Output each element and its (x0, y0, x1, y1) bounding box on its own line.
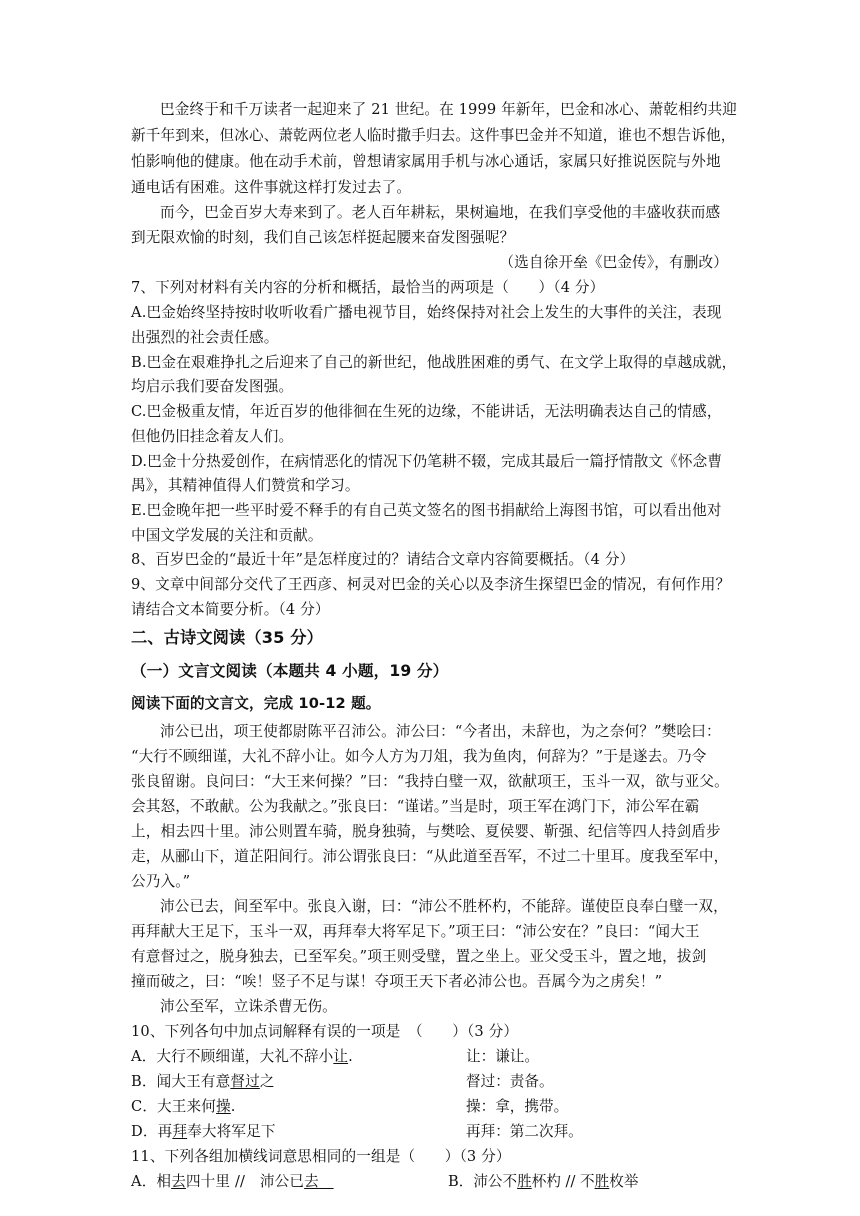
classical-text-line: 上，相去四十里。沛公则置车骑，脱身独骑，与樊哙、夏侯婴、靳强、纪信等四人持剑盾步 (131, 823, 721, 840)
question-7-option-b: B.巴金在艰难挣扎之后迎来了自己的新世纪，他战胜困难的勇气、在文学上取得的卓越成就， (131, 354, 737, 371)
underlined-word-text: 去 (304, 1173, 319, 1190)
option-text: 之 (259, 1073, 275, 1090)
question-10-gloss-a: 让：谦让。 (466, 1048, 539, 1065)
marked-word: 拜 (172, 1123, 188, 1140)
classical-text-line: 撞而破之，曰：“唉！竖子不足与谋！夺项王天下者必沛公也。吾属今为之虏矣！” (131, 973, 663, 990)
option-text: B．闻大王有意 (131, 1073, 231, 1090)
question-9: 9、文章中间部分交代了王西彦、柯灵对巴金的关心以及李济生探望巴金的情况，有何作用？ (131, 576, 731, 593)
underlined-word: 去 (171, 1173, 186, 1190)
option-text: 四十里 // 沛公已 (185, 1173, 305, 1190)
option-text: B．沛公不 (448, 1173, 518, 1190)
classical-text-line: 沛公已去，间至军中。张良入谢，曰：“沛公不胜杯杓，不能辞。谨使臣良奉白璧一双， (160, 898, 728, 915)
option-text: 奉大将军足下 (187, 1123, 276, 1140)
option-text: 枚举 (609, 1173, 639, 1190)
reading-instruction: 阅读下面的文言文，完成 10-12 题。 (131, 695, 381, 712)
question-7-option-c: C.巴金极重友情，年近百岁的他徘徊在生死的边缘，不能讲话，无法明确表达自己的情感， (131, 403, 722, 420)
question-8: 8、百岁巴金的“最近十年”是怎样度过的？请结合文章内容简要概括。（4 分） (131, 551, 635, 568)
classical-text-line: 沛公至军，立诛杀曹无伤。 (160, 998, 337, 1015)
section-heading: 二、古诗文阅读（35 分） (131, 628, 323, 647)
marked-word: 让 (333, 1048, 349, 1065)
classical-text-line: 会其怒，不敢献。公为我献之。”张良曰：“谨诺。”当是时，项王军在鸿门下，沛公军在霸 (131, 798, 700, 815)
question-10-gloss-d: 再拜：第二次拜。 (466, 1123, 583, 1140)
question-7-option-a-cont: 出强烈的社会责任感。 (131, 329, 279, 346)
option-text: . (230, 1098, 236, 1115)
question-11-stem: 11、下列各组加横线词意思相同的一组是（ ）（3 分） (131, 1148, 511, 1165)
question-7-option-e-cont: 中国文学发展的关注和贡献。 (131, 527, 323, 544)
option-text: C．大王来何 (131, 1098, 217, 1115)
question-10-option-a (131, 1047, 353, 1067)
question-9-cont: 请结合文本简要分析。（4 分） (131, 601, 330, 618)
question-7-option-c-cont: 但他仍旧挂念着友人们。 (131, 428, 294, 445)
classical-text-line: 再拜献大王足下，玉斗一双，再拜奉大将军足下。”项王曰：“沛公安在？”良曰：“闻大王 (131, 923, 700, 940)
passage-line: 新千年到来，但冰心、萧乾两位老人临时撒手归去。这件事巴金并不知道，谁也不想告诉他， (131, 127, 736, 144)
option-text: A．相 (131, 1173, 172, 1190)
question-7-option-b-cont: 均启示我们要奋发图强。 (131, 378, 294, 395)
question-7-stem: 7、下列对材料有关内容的分析和概括，最恰当的两项是（ ）（4 分） (131, 279, 605, 296)
classical-text-line: 沛公已出，项王使都尉陈平召沛公。沛公曰：“今者出，未辞也，为之奈何？”樊哙曰： (160, 723, 721, 740)
passage-line: 而今，巴金百岁大寿来到了。老人百年耕耘，果树遍地，在我们享受他的丰盛收获而感 (160, 204, 721, 221)
subsection-heading: （一）文言文阅读（本题共 4 小题，19 分） (131, 662, 449, 680)
option-text: D．再 (131, 1123, 173, 1140)
passage-source: （选自徐开垒《巴金传》，有删改） (499, 254, 728, 271)
question-10-option-d (131, 1122, 276, 1142)
option-text: . (348, 1048, 353, 1065)
question-11-option-a (131, 1172, 334, 1192)
question-7-option-a: A.巴金始终坚持按时收听收看广播电视节目，始终保持对社会上发生的大事件的关注，表现 (131, 304, 722, 321)
passage-line: 怕影响他的健康。他在动手术前，曾想请家属用手机与冰心通话，家属只好推说医院与外地 (131, 153, 721, 170)
passage-line: 通电话有困难。这件事就这样打发过去了。 (131, 179, 412, 196)
passage-line: 巴金终于和千万读者一起迎来了 21 世纪。在 1999 年新年，巴金和冰心、萧乾相约共迎 (160, 101, 738, 118)
passage-line: 到无限欢愉的时刻，我们自己该怎样挺起腰来奋发图强呢？ (131, 229, 515, 246)
classical-text-line: 公乃入。” (131, 873, 191, 890)
classical-text-line: 张良留谢。良问曰：“大王来何操？”曰：“我持白璧一双，欲献项王，玉斗一双，欲与亚父。 (131, 773, 729, 790)
question-7-option-e: E.巴金晚年把一些平时爱不释手的有自己英文签名的图书捐献给上海图书馆，可以看出他对 (131, 502, 722, 519)
option-text: A．大行不顾细谨，大礼不辞小 (131, 1048, 334, 1065)
marked-word: 督过 (230, 1073, 260, 1090)
underlined-word: 胜 (517, 1173, 532, 1190)
classical-text-line: 有意督过之，脱身独去，已至军矣。”项王则受璧，置之坐上。亚父受玉斗，置之地，拔剑 (131, 948, 707, 965)
question-10-gloss-c: 操：拿，携带。 (466, 1098, 569, 1115)
underlined-word: 胜 (594, 1173, 610, 1190)
classical-text-line: “大行不顾细谨，大礼不辞小让。如今人方为刀俎，我为鱼肉，何辞为？”于是遂去。乃令 (131, 748, 707, 765)
underlined-word (304, 1173, 334, 1190)
question-7-option-d: D.巴金十分热爱创作，在病情恶化的情况下仍笔耕不辍，完成其最后一篇抒情散文《怀念曹 (131, 453, 723, 470)
question-11-option-b (448, 1172, 638, 1192)
question-10-gloss-b: 督过：责备。 (466, 1073, 554, 1090)
question-10-option-b (131, 1072, 275, 1092)
question-10-stem: 10、下列各句中加点词解释有误的一项是 （ ）（3 分） (131, 1023, 519, 1040)
marked-word: 操 (216, 1098, 231, 1115)
underlined-space (319, 1173, 334, 1190)
question-10-option-c (131, 1097, 236, 1117)
question-7-option-d-cont: 禺》，其精神值得人们赞赏和学习。 (131, 477, 360, 494)
option-text: 杯杓 // 不 (531, 1173, 595, 1190)
classical-text-line: 走，从郦山下，道芷阳间行。沛公谓张良曰：“从此道至吾军，不过二十里耳。度我至军中， (131, 848, 729, 865)
